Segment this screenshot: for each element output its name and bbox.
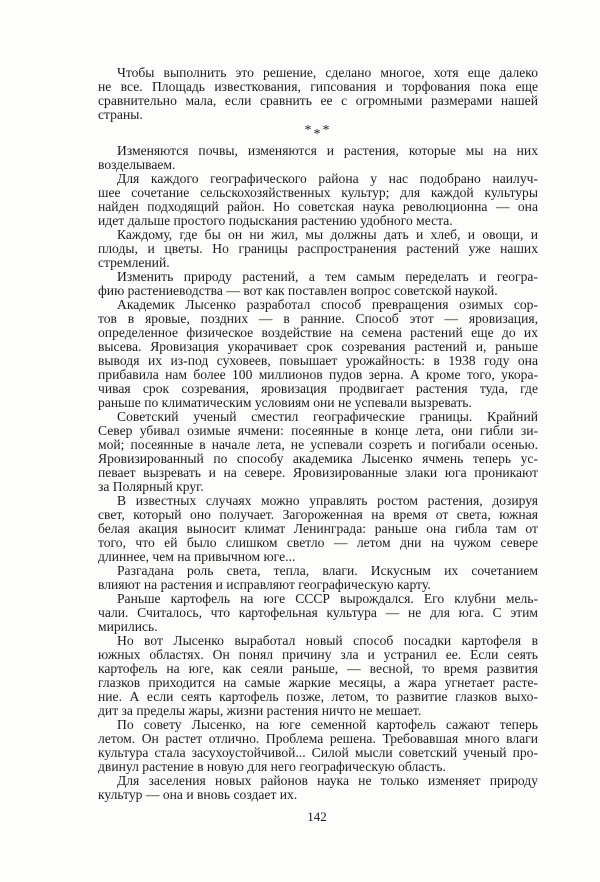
text-line: картофель на юге, как сеяли раньше, — весной, то время развития xyxy=(98,661,538,676)
paragraph xyxy=(98,144,538,172)
text-line: Для заселения новых районов наука не только изменяет природу xyxy=(117,773,538,788)
text-line: По совету Лысенко, на юге семенной картофель сажают теперь xyxy=(117,717,538,732)
text-line: шее сочетание сельскохозяйственных культур; для каждой культуры xyxy=(98,185,538,200)
text-line: тов в яровые, поздних — в ранние. Способ этот — яровизация, xyxy=(98,311,538,326)
text-line: Советский ученый сместил географические границы. Крайний xyxy=(117,409,538,424)
paragraph xyxy=(98,270,538,298)
main-text-block xyxy=(98,144,538,802)
paragraph xyxy=(98,718,538,774)
text-line: возделываем. xyxy=(98,157,176,172)
text-line: не все. Площадь известкования, гипсования и торфования пока еще xyxy=(98,79,538,94)
text-line: Для каждого географического района у нас подобрано наилуч- xyxy=(117,171,538,186)
paragraph xyxy=(98,774,538,802)
text-line: дит за пределы жары, жизни растения ничто не мешает. xyxy=(98,703,422,718)
separator-asterisk: * xyxy=(322,123,330,138)
text-line: фию растениеводства — вот как поставлен вопрос советской наукой. xyxy=(98,283,498,298)
text-line: ние. А если сеять картофель позже, летом, то развитие глазков выхо- xyxy=(98,689,538,704)
text-line: стремлений. xyxy=(98,255,170,270)
text-line: раньше по климатическим условиям они не успевали вызревать. xyxy=(98,395,472,410)
page-number: 142 xyxy=(307,809,327,824)
paragraph xyxy=(98,494,538,564)
text-line: чивая срок созревания, яровизация продвигает растения туда, где xyxy=(98,381,538,396)
text-line: культур — она и вновь создает их. xyxy=(98,787,298,802)
text-line: страны. xyxy=(98,107,143,122)
text-line: мой; посеянные в начале лета, не успевали созреть и погибали осенью. xyxy=(98,437,538,452)
text-line: плоды, и цветы. Но границы распространения растений уже наших xyxy=(98,241,538,256)
text-line: того, что ей было слишком светло — летом дни на чужом севере xyxy=(98,535,538,550)
text-line: южных областях. Он понял причину зла и устранил ее. Если сеять xyxy=(98,647,538,662)
text-line: влияют на растения и исправляют географическую карту. xyxy=(98,577,431,592)
section-separator xyxy=(0,123,600,142)
text-line: прибавила нам более 100 миллионов пудов зерна. А кроме того, укора- xyxy=(98,367,538,382)
paragraph xyxy=(98,66,538,122)
text-line: белая акация выносит климат Ленинграда: раньше она гибла там от xyxy=(98,521,538,536)
text-line: культура стала засухоустойчивой... Силой мысли советский ученый про- xyxy=(98,745,538,760)
text-line: сравнительно мала, если сравнить ее с огромными размерами нашей xyxy=(98,93,538,108)
text-line: длиннее, чем на привычном юге... xyxy=(98,549,296,564)
text-line: свет, который оно получает. Загороженная на время от света, южная xyxy=(98,507,538,522)
paragraph xyxy=(98,172,538,228)
text-line: В известных случаях можно управлять ростом растения, дозируя xyxy=(117,493,538,508)
text-line: Но вот Лысенко выработал новый способ посадки картофеля в xyxy=(117,633,538,648)
text-line: Изменяются почвы, изменяются и растения, которые мы на них xyxy=(117,143,538,158)
text-line: Чтобы выполнить это решение, сделано многое, хотя еще далеко xyxy=(117,65,538,80)
text-line: чали. Считалось, что картофельная культура — не для юга. С этим xyxy=(98,605,538,620)
top-text-block xyxy=(98,66,538,122)
paragraph xyxy=(98,564,538,592)
text-line: Яровизированный по способу академика Лысенко ячмень теперь ус- xyxy=(98,451,538,466)
separator-asterisk: * xyxy=(313,127,321,142)
separator-asterisk: * xyxy=(304,123,312,138)
text-line: Север убивал озимые ячмени: посеянные в конце лета, они гибли зи- xyxy=(98,423,538,438)
text-line: двинул растение в новую для него географическую область. xyxy=(98,759,446,774)
text-line: летом. Он растет отлично. Проблема решена. Требовавшая много влаги xyxy=(98,731,538,746)
text-line: Академик Лысенко разработал способ превращения озимых сор- xyxy=(117,297,538,312)
paragraph xyxy=(98,592,538,634)
text-line: певает вызревать и на севере. Яровизированные злаки юга проникают xyxy=(98,465,538,480)
text-line: найден подходящий район. Но советская наука революционна — она xyxy=(98,199,538,214)
paragraph xyxy=(98,410,538,494)
text-line: идет дальше простого подыскания растению удобного места. xyxy=(98,213,453,228)
text-line: Разгадана роль света, тепла, влаги. Искусным их сочетанием xyxy=(117,563,538,578)
text-line: Изменить природу растений, а тем самым переделать и геогра- xyxy=(117,269,538,284)
paragraph xyxy=(98,298,538,410)
paragraph xyxy=(98,634,538,718)
text-line: выводя их из-под суховеев, повышает урожайность: в 1938 году она xyxy=(98,353,538,368)
paragraph xyxy=(98,228,538,270)
text-line: глазков приходится на самые жаркие месяцы, а жара угнетает расте- xyxy=(98,675,538,690)
text-line: определенное физическое воздействие на семена растений еще до их xyxy=(98,325,538,340)
text-line: мирились. xyxy=(98,619,158,634)
text-line: Каждому, где бы он ни жил, мы должны дать и хлеб, и овощи, и xyxy=(117,227,538,242)
text-line: Раньше картофель на юге СССР вырождался. Его клубни мель- xyxy=(117,591,538,606)
text-line: за Полярный круг. xyxy=(98,479,204,494)
text-line: высева. Яровизация укорачивает срок созревания растений и, раньше xyxy=(98,339,538,354)
